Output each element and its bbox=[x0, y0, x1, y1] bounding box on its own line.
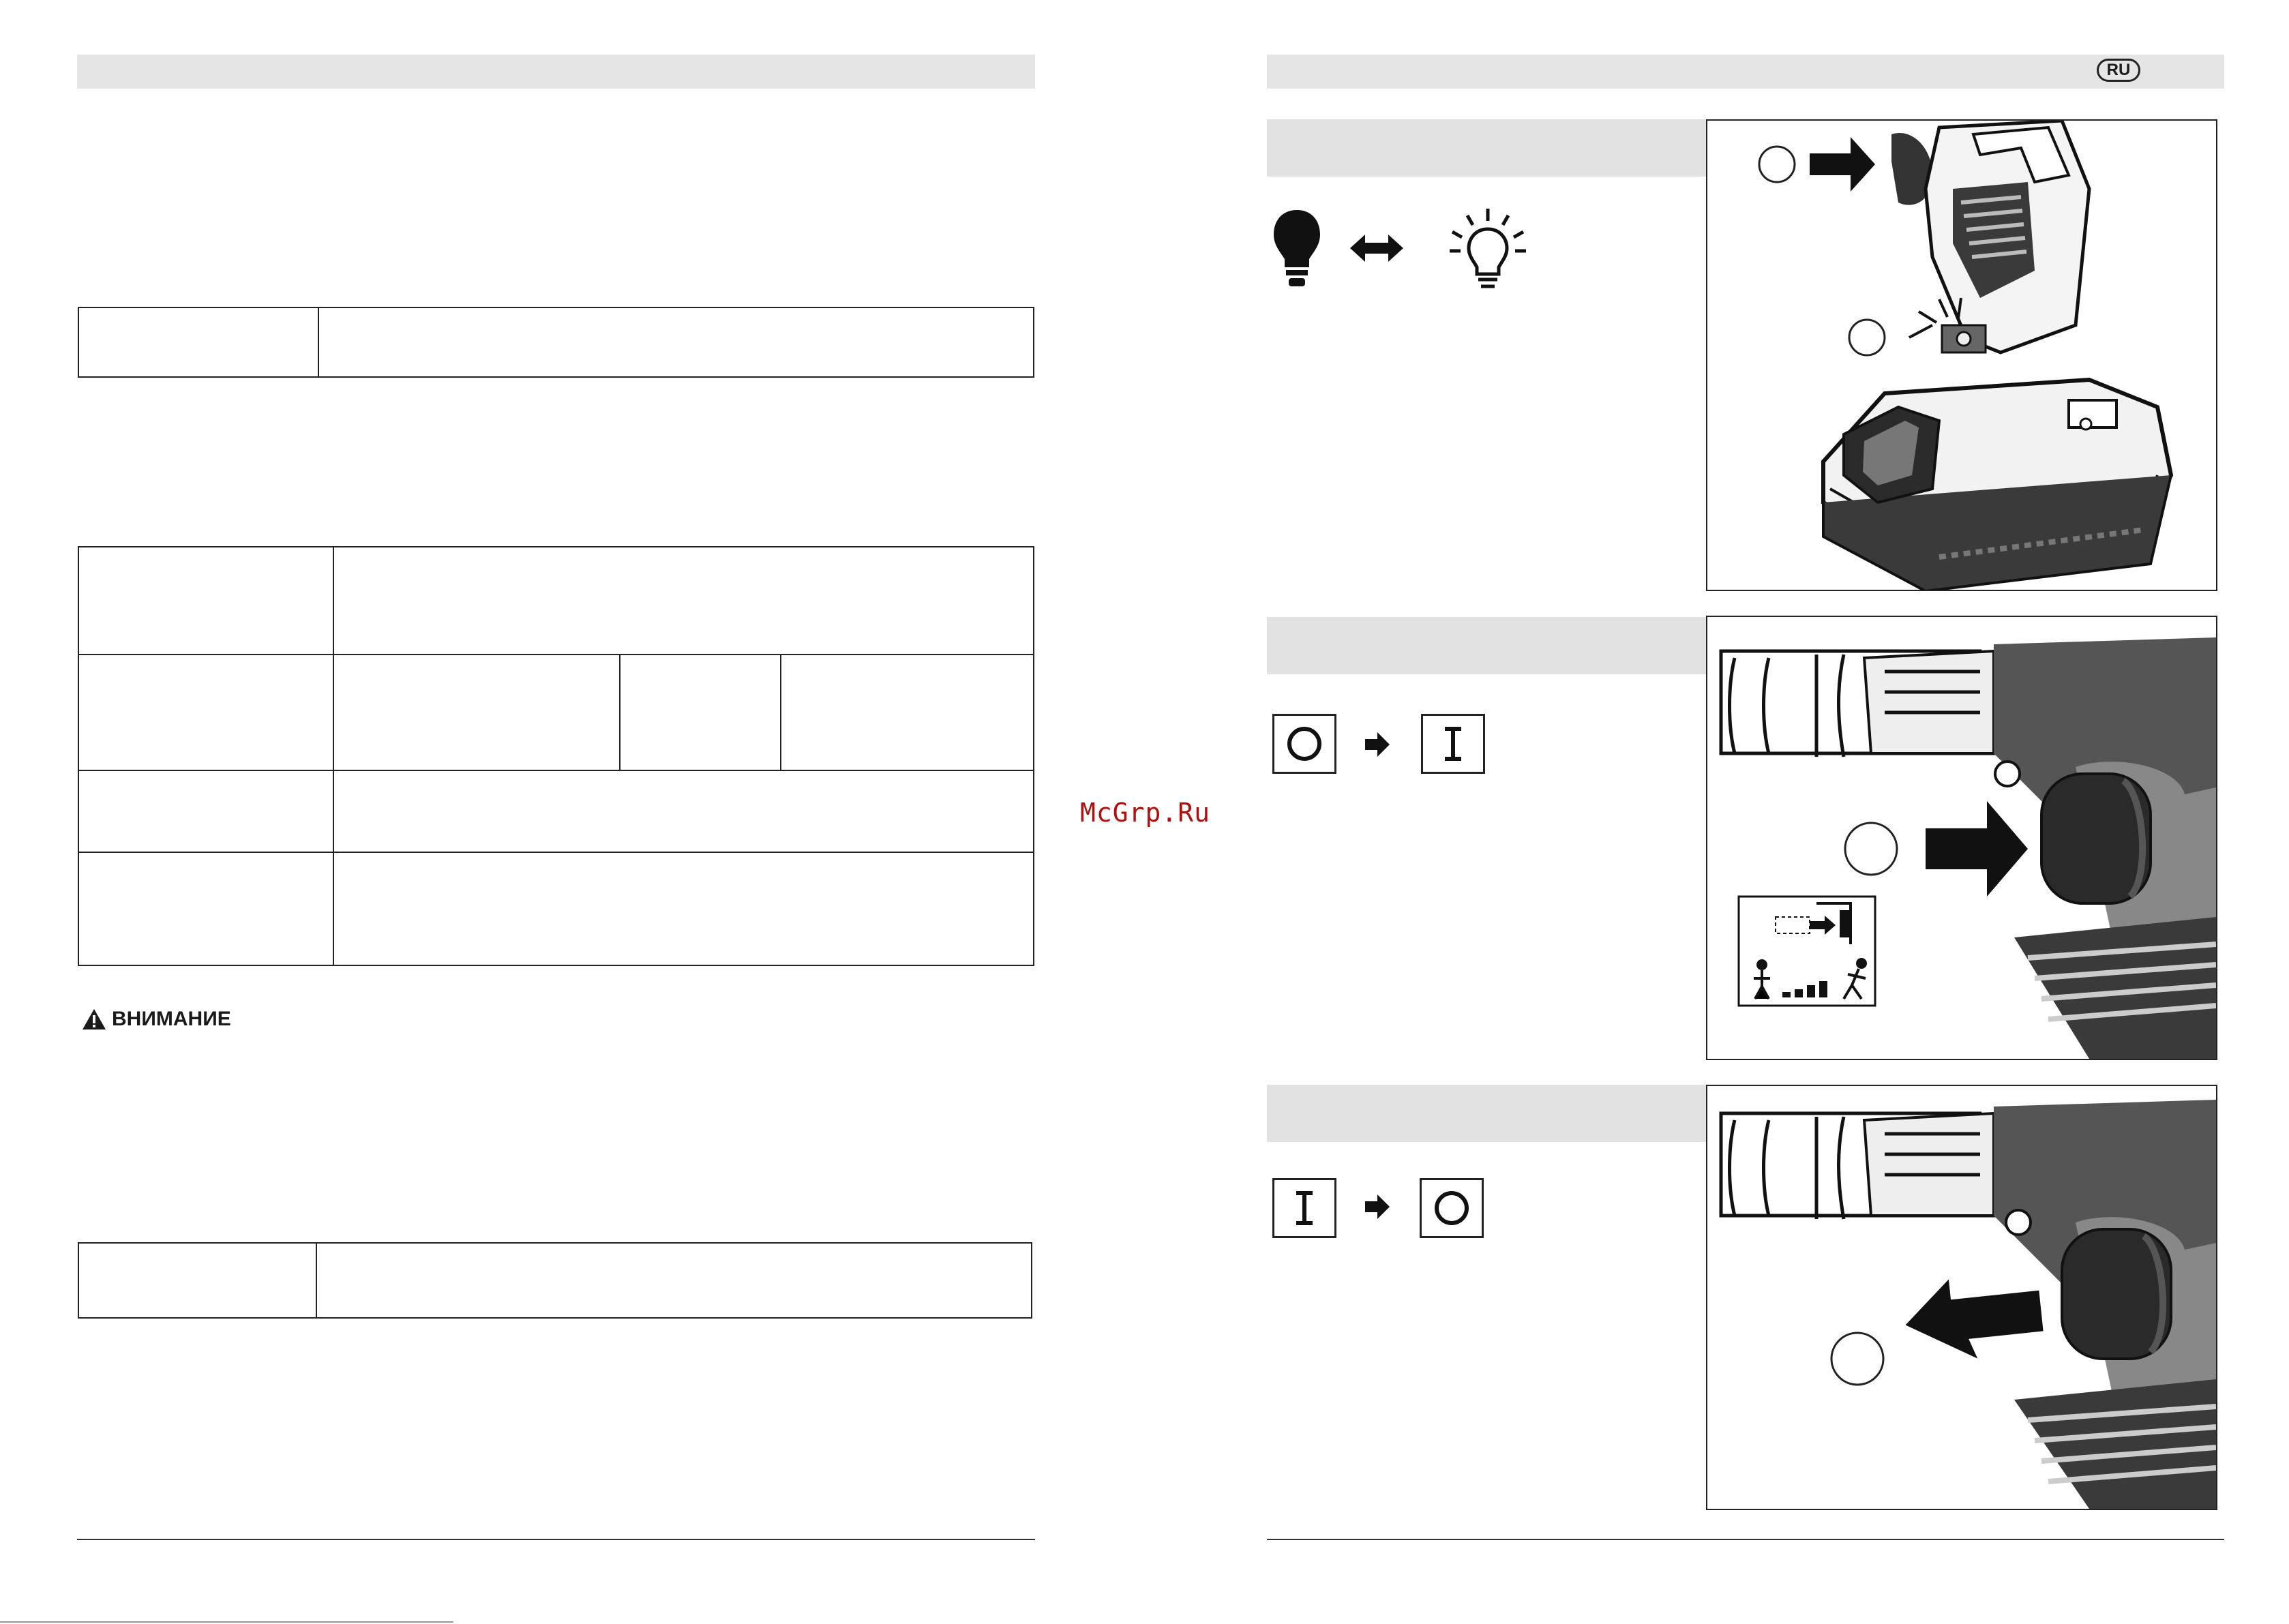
right-footer-rule bbox=[1267, 1539, 2224, 1540]
figure-switch-off bbox=[1706, 1085, 2217, 1510]
off-symbol-icon bbox=[1284, 723, 1325, 764]
spec-table-1 bbox=[78, 307, 1034, 378]
drill-light-illustration bbox=[1707, 121, 2216, 590]
watermark: McGrp.Ru bbox=[1080, 798, 1211, 828]
callout-circle-1 bbox=[1759, 147, 1795, 182]
table-cell bbox=[78, 852, 333, 965]
bulb-off-icon bbox=[1274, 210, 1320, 286]
spec-table-3 bbox=[78, 1242, 1032, 1319]
figure-work-light bbox=[1706, 119, 2217, 591]
arrow-right-icon bbox=[1810, 137, 1875, 192]
table-cell bbox=[78, 1243, 316, 1318]
table-cell bbox=[318, 307, 1034, 377]
section-bar-switch-off bbox=[1267, 1085, 1706, 1142]
section-bar-switch-on bbox=[1267, 617, 1706, 674]
left-page-header-bar bbox=[77, 55, 1035, 89]
right-page-header-bar bbox=[1267, 55, 2224, 89]
callout-circle-4 bbox=[1831, 1333, 1883, 1385]
table-cell bbox=[78, 655, 333, 770]
table-cell bbox=[78, 307, 318, 377]
callout-circle-3 bbox=[1845, 823, 1897, 875]
table-cell bbox=[781, 655, 1034, 770]
section-bar-work-light bbox=[1267, 119, 1706, 177]
off-symbol-icon bbox=[1431, 1188, 1472, 1229]
warning-triangle-icon bbox=[82, 1008, 106, 1030]
light-toggle-symbols bbox=[1270, 205, 1542, 293]
left-footer-rule bbox=[77, 1539, 1035, 1540]
figure-switch-on bbox=[1706, 616, 2217, 1060]
arrow-right-icon bbox=[1362, 1192, 1392, 1222]
table-cell bbox=[316, 1243, 1032, 1318]
table-cell bbox=[78, 547, 333, 655]
drill-switch-on-illustration bbox=[1707, 617, 2216, 1059]
table-cell bbox=[620, 655, 781, 770]
bulb-on-icon bbox=[1450, 209, 1526, 286]
table-cell bbox=[333, 852, 1034, 965]
on-symbol-icon bbox=[1284, 1188, 1325, 1229]
language-badge: RU bbox=[2097, 59, 2140, 82]
push-arrow-icon bbox=[1926, 801, 2028, 897]
warning-label: ВНИМАНИЕ bbox=[112, 1008, 231, 1030]
symbol-off-box-2 bbox=[1420, 1178, 1484, 1238]
drill-switch-off-illustration bbox=[1707, 1086, 2216, 1509]
symbol-off-box bbox=[1272, 714, 1336, 774]
table-cell bbox=[78, 770, 333, 852]
arrow-right-icon bbox=[1362, 730, 1392, 760]
left-bottom-rule bbox=[0, 1621, 453, 1623]
callout-circle-2 bbox=[1849, 320, 1885, 355]
pull-arrow-icon bbox=[1901, 1270, 2045, 1366]
table-cell bbox=[333, 770, 1034, 852]
symbol-on-box-2 bbox=[1272, 1178, 1336, 1238]
table-cell bbox=[333, 547, 1034, 655]
table-cell bbox=[333, 655, 620, 770]
double-arrow-icon bbox=[1350, 235, 1403, 262]
warning-heading bbox=[82, 1008, 231, 1031]
spec-table-2 bbox=[78, 546, 1034, 966]
symbol-on-box bbox=[1421, 714, 1485, 774]
on-symbol-icon bbox=[1433, 723, 1473, 764]
